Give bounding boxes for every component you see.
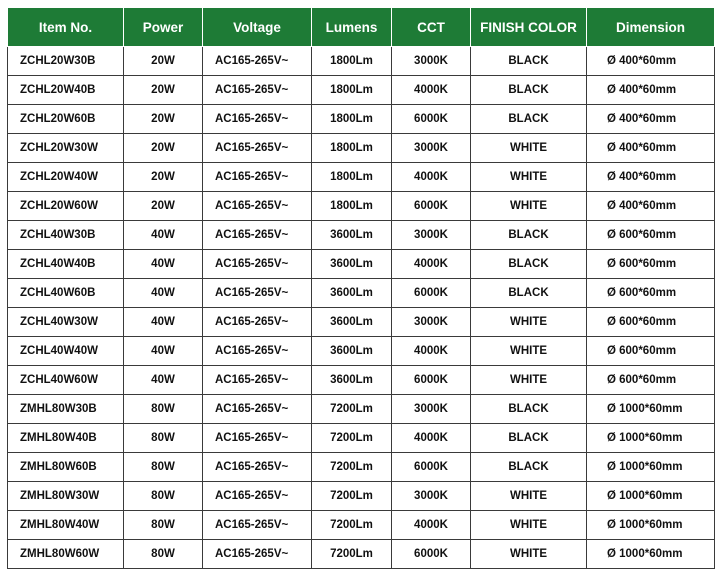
cell-voltage: AC165-265V~ [203,511,312,540]
cell-dimension: Ø 600*60mm [587,366,715,395]
cell-item-no: ZCHL20W60W [8,192,124,221]
table-row [8,192,715,221]
cell-power: 40W [124,308,203,337]
product-spec-table [7,7,715,569]
cell-dimension: Ø 1000*60mm [587,482,715,511]
header-lumens: Lumens [312,8,392,47]
header-cct: CCT [392,8,471,47]
cell-cct: 4000K [392,424,471,453]
cell-power: 20W [124,192,203,221]
header-item-no: Item No. [8,8,124,47]
cell-power: 80W [124,540,203,569]
cell-power: 80W [124,453,203,482]
cell-item-no: ZCHL40W30B [8,221,124,250]
cell-dimension: Ø 400*60mm [587,163,715,192]
cell-power: 80W [124,424,203,453]
cell-cct: 3000K [392,47,471,76]
cell-dimension: Ø 1000*60mm [587,424,715,453]
cell-finish-color: WHITE [471,308,587,337]
table-row [8,540,715,569]
cell-power: 40W [124,250,203,279]
cell-cct: 6000K [392,366,471,395]
cell-item-no: ZCHL20W40B [8,76,124,105]
cell-dimension: Ø 400*60mm [587,47,715,76]
header-voltage: Voltage [203,8,312,47]
cell-lumens: 1800Lm [312,134,392,163]
table-row [8,308,715,337]
cell-voltage: AC165-265V~ [203,337,312,366]
cell-voltage: AC165-265V~ [203,540,312,569]
cell-item-no: ZCHL40W30W [8,308,124,337]
cell-item-no: ZMHL80W40B [8,424,124,453]
cell-finish-color: BLACK [471,221,587,250]
table-row [8,221,715,250]
cell-finish-color: WHITE [471,192,587,221]
cell-voltage: AC165-265V~ [203,76,312,105]
cell-item-no: ZCHL40W40W [8,337,124,366]
cell-item-no: ZCHL40W60B [8,279,124,308]
cell-lumens: 1800Lm [312,76,392,105]
cell-lumens: 7200Lm [312,540,392,569]
cell-cct: 4000K [392,163,471,192]
cell-cct: 4000K [392,511,471,540]
cell-finish-color: BLACK [471,279,587,308]
cell-voltage: AC165-265V~ [203,279,312,308]
cell-cct: 6000K [392,192,471,221]
cell-voltage: AC165-265V~ [203,308,312,337]
cell-lumens: 7200Lm [312,511,392,540]
cell-cct: 6000K [392,453,471,482]
spec-table-container [7,7,714,569]
cell-voltage: AC165-265V~ [203,482,312,511]
header-row [8,8,715,47]
cell-power: 20W [124,76,203,105]
table-row [8,250,715,279]
table-row [8,395,715,424]
cell-voltage: AC165-265V~ [203,47,312,76]
cell-voltage: AC165-265V~ [203,105,312,134]
cell-power: 40W [124,337,203,366]
cell-cct: 3000K [392,134,471,163]
cell-item-no: ZCHL20W40W [8,163,124,192]
cell-cct: 3000K [392,395,471,424]
header-finish-color: FINISH COLOR [471,8,587,47]
cell-lumens: 1800Lm [312,163,392,192]
table-row [8,337,715,366]
cell-finish-color: BLACK [471,250,587,279]
cell-lumens: 1800Lm [312,192,392,221]
cell-cct: 3000K [392,482,471,511]
cell-item-no: ZMHL80W40W [8,511,124,540]
cell-dimension: Ø 400*60mm [587,76,715,105]
cell-finish-color: WHITE [471,337,587,366]
table-row [8,424,715,453]
table-row [8,279,715,308]
cell-lumens: 3600Lm [312,221,392,250]
cell-dimension: Ø 1000*60mm [587,453,715,482]
cell-item-no: ZMHL80W30W [8,482,124,511]
table-row [8,105,715,134]
cell-cct: 6000K [392,540,471,569]
cell-lumens: 3600Lm [312,337,392,366]
cell-voltage: AC165-265V~ [203,163,312,192]
cell-dimension: Ø 600*60mm [587,308,715,337]
cell-cct: 6000K [392,105,471,134]
cell-item-no: ZCHL20W30W [8,134,124,163]
cell-lumens: 7200Lm [312,482,392,511]
cell-cct: 4000K [392,250,471,279]
cell-finish-color: WHITE [471,163,587,192]
cell-cct: 4000K [392,337,471,366]
cell-lumens: 3600Lm [312,279,392,308]
cell-finish-color: WHITE [471,482,587,511]
cell-voltage: AC165-265V~ [203,250,312,279]
cell-finish-color: WHITE [471,540,587,569]
cell-voltage: AC165-265V~ [203,453,312,482]
cell-lumens: 3600Lm [312,308,392,337]
cell-cct: 3000K [392,221,471,250]
cell-voltage: AC165-265V~ [203,134,312,163]
cell-item-no: ZCHL40W60W [8,366,124,395]
cell-voltage: AC165-265V~ [203,424,312,453]
header-power: Power [124,8,203,47]
cell-power: 80W [124,511,203,540]
cell-lumens: 1800Lm [312,105,392,134]
cell-dimension: Ø 600*60mm [587,221,715,250]
cell-voltage: AC165-265V~ [203,192,312,221]
cell-cct: 4000K [392,76,471,105]
cell-item-no: ZMHL80W60B [8,453,124,482]
cell-dimension: Ø 1000*60mm [587,511,715,540]
table-row [8,134,715,163]
cell-voltage: AC165-265V~ [203,366,312,395]
table-body [8,47,715,569]
cell-dimension: Ø 400*60mm [587,192,715,221]
cell-lumens: 3600Lm [312,366,392,395]
cell-voltage: AC165-265V~ [203,221,312,250]
cell-dimension: Ø 400*60mm [587,105,715,134]
table-row [8,482,715,511]
cell-cct: 6000K [392,279,471,308]
cell-power: 20W [124,105,203,134]
cell-dimension: Ø 600*60mm [587,279,715,308]
cell-dimension: Ø 600*60mm [587,337,715,366]
cell-item-no: ZCHL20W60B [8,105,124,134]
cell-lumens: 7200Lm [312,395,392,424]
cell-lumens: 1800Lm [312,47,392,76]
cell-finish-color: WHITE [471,134,587,163]
header-dimension: Dimension [587,8,715,47]
cell-dimension: Ø 400*60mm [587,134,715,163]
cell-power: 80W [124,395,203,424]
cell-power: 40W [124,366,203,395]
cell-finish-color: BLACK [471,105,587,134]
cell-item-no: ZMHL80W30B [8,395,124,424]
cell-power: 40W [124,279,203,308]
cell-finish-color: WHITE [471,511,587,540]
cell-power: 20W [124,163,203,192]
table-row [8,76,715,105]
cell-lumens: 7200Lm [312,424,392,453]
cell-dimension: Ø 1000*60mm [587,395,715,424]
cell-finish-color: BLACK [471,395,587,424]
cell-voltage: AC165-265V~ [203,395,312,424]
table-row [8,47,715,76]
cell-power: 20W [124,47,203,76]
cell-lumens: 7200Lm [312,453,392,482]
cell-item-no: ZCHL20W30B [8,47,124,76]
cell-dimension: Ø 1000*60mm [587,540,715,569]
cell-finish-color: BLACK [471,47,587,76]
table-row [8,511,715,540]
cell-power: 20W [124,134,203,163]
cell-item-no: ZCHL40W40B [8,250,124,279]
cell-power: 40W [124,221,203,250]
table-row [8,366,715,395]
cell-finish-color: BLACK [471,453,587,482]
cell-cct: 3000K [392,308,471,337]
table-row [8,163,715,192]
cell-finish-color: BLACK [471,76,587,105]
cell-item-no: ZMHL80W60W [8,540,124,569]
cell-dimension: Ø 600*60mm [587,250,715,279]
table-row [8,453,715,482]
cell-lumens: 3600Lm [312,250,392,279]
cell-finish-color: WHITE [471,366,587,395]
cell-power: 80W [124,482,203,511]
cell-finish-color: BLACK [471,424,587,453]
